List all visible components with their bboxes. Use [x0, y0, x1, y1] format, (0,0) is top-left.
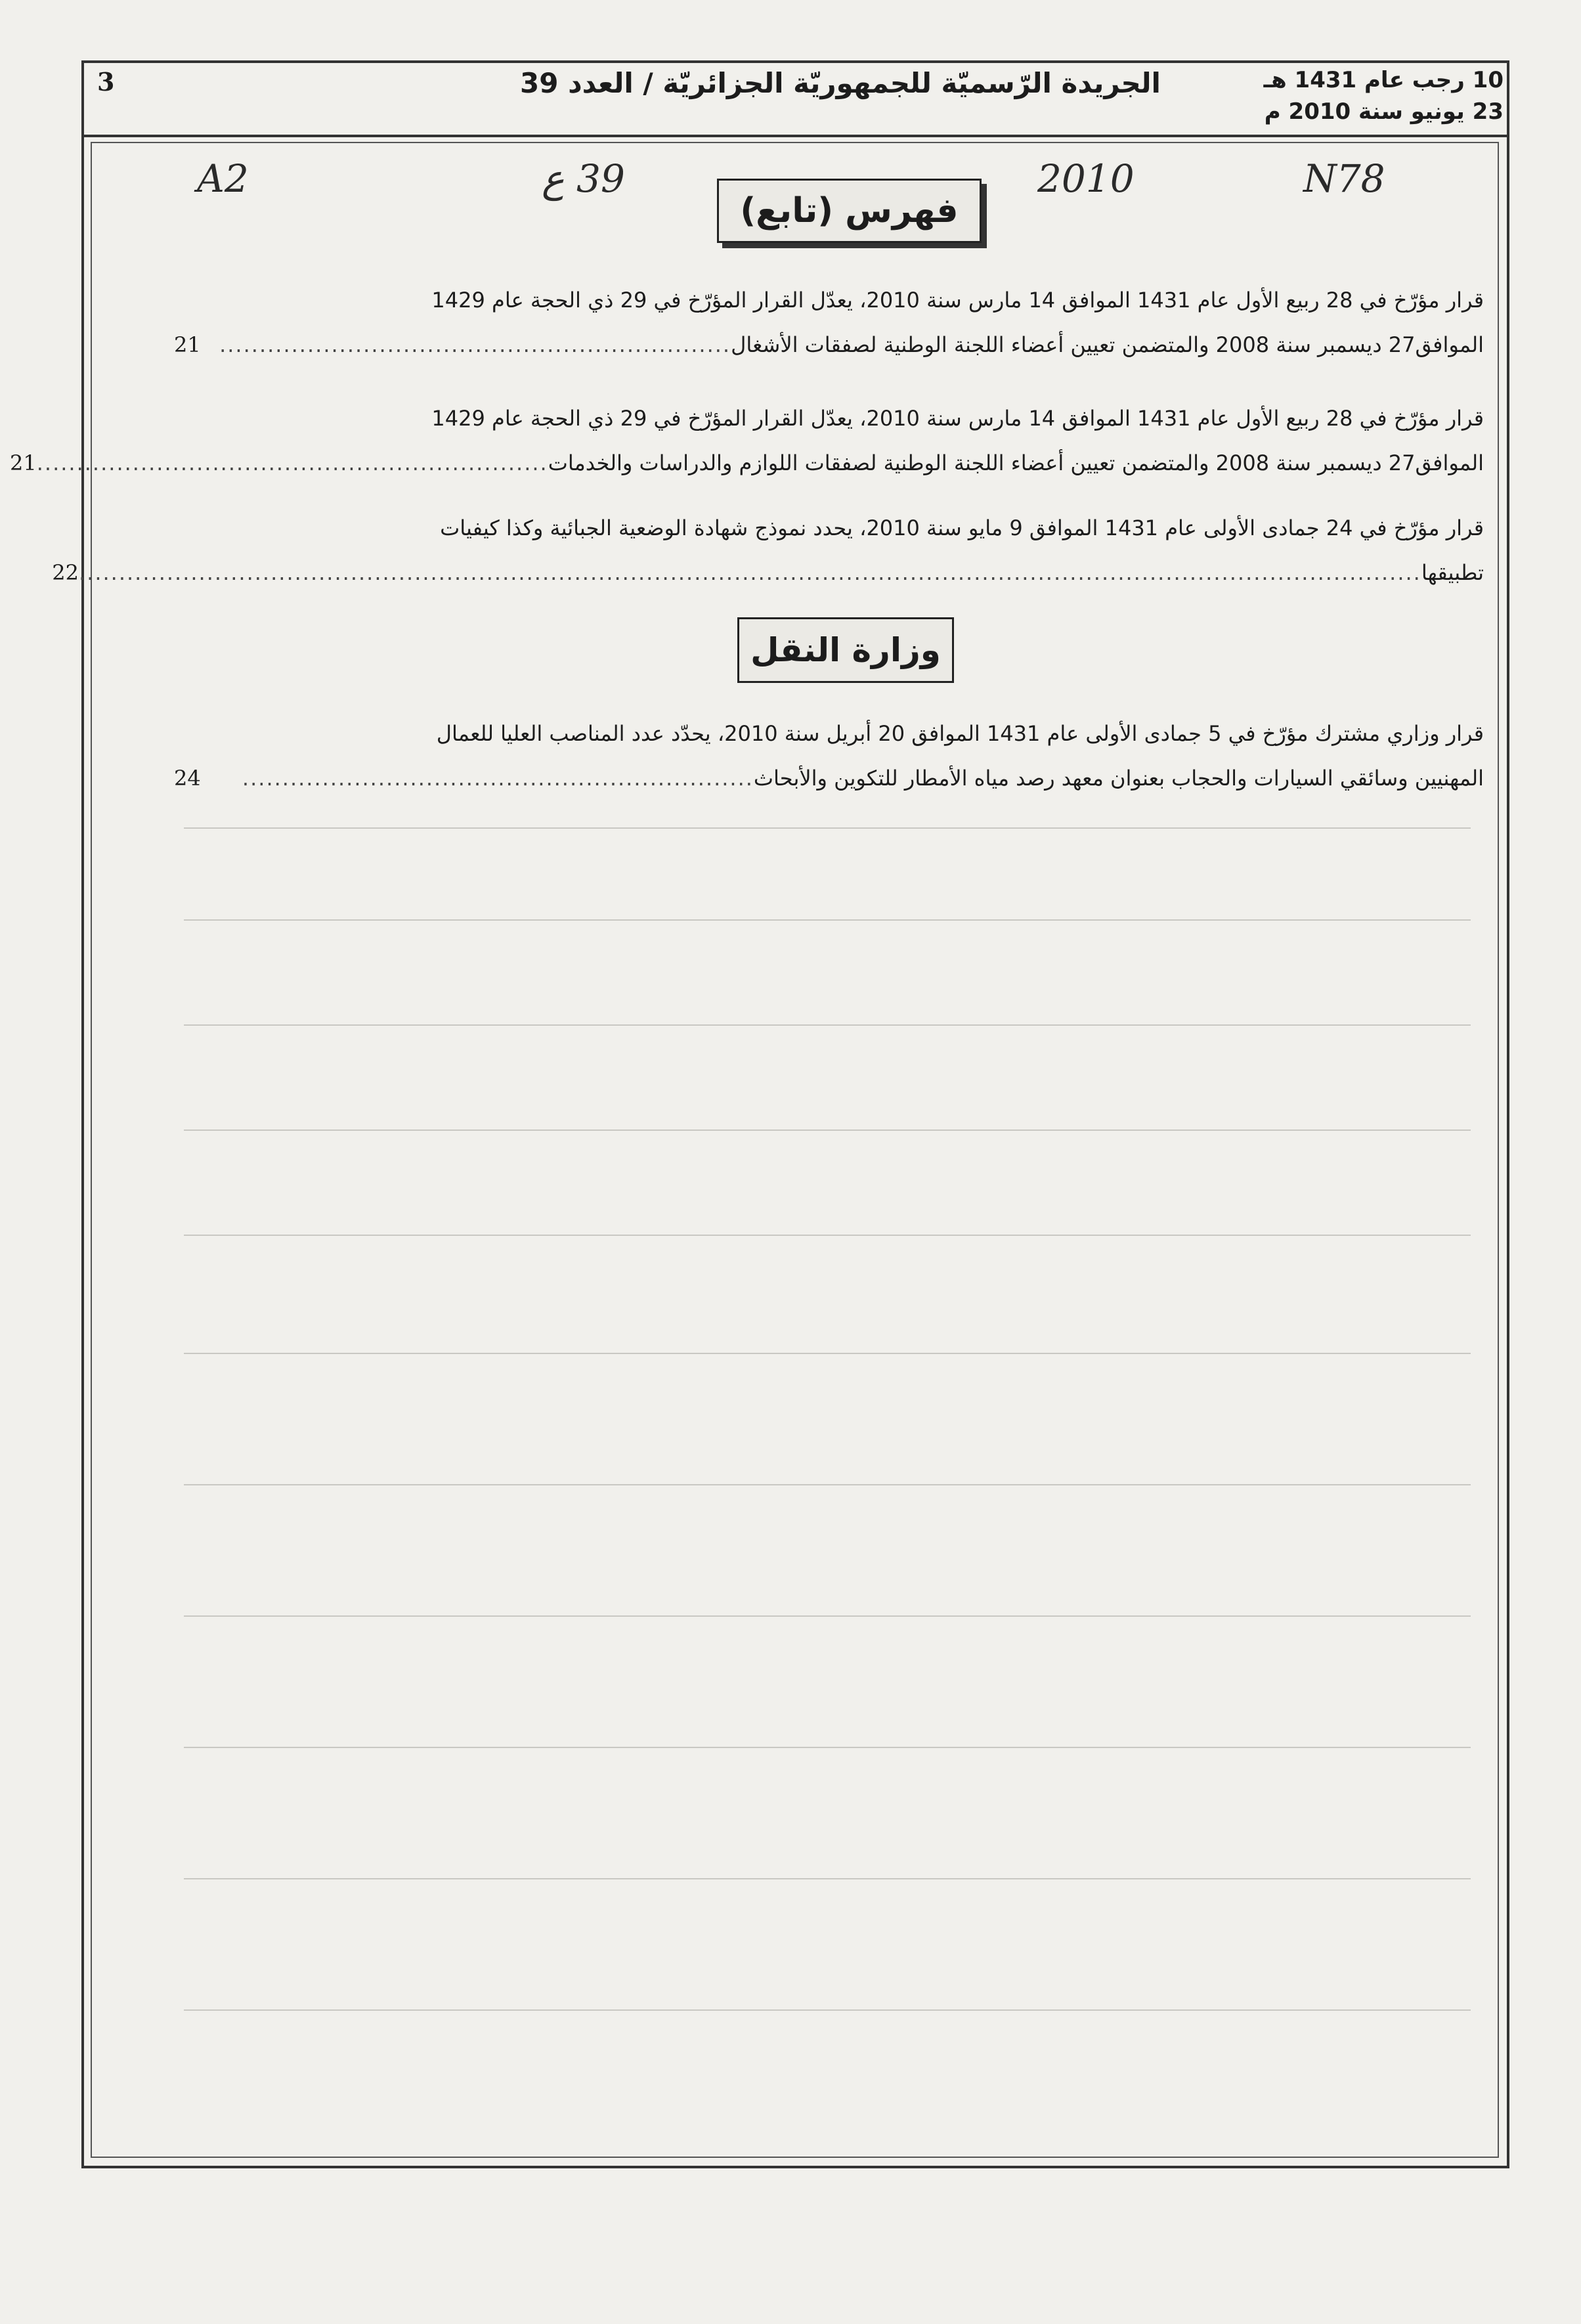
bleed-through-line	[184, 1024, 1471, 1026]
handwritten-code: N78	[1303, 156, 1385, 201]
bleed-through-line	[184, 1615, 1471, 1617]
ministry-of-transport-title: وزارة النقل	[737, 617, 954, 683]
bleed-through-line	[184, 1747, 1471, 1748]
handwritten-a2: A2	[197, 156, 249, 201]
date-gregorian: 23 يونيو سنة 2010 م	[1264, 99, 1504, 125]
handwritten-issue: 39 ع	[542, 156, 625, 201]
page-ref: 21	[10, 450, 37, 475]
index-continued-title: فهرس (تابع)	[717, 179, 982, 243]
entry-text: تطبيقها	[1421, 560, 1484, 585]
bleed-through-line	[184, 1353, 1471, 1354]
index-entry	[10, 396, 1484, 485]
bleed-through-line	[184, 1235, 1471, 1236]
bleed-through-line	[184, 1878, 1471, 1879]
entry-line-last	[174, 756, 1484, 800]
entry-line: قرار مؤرّخ في 28 ربيع الأول عام 1431 الموافق 14 مارس سنة 2010، يعدّل القرار المؤرّخ في 29 ذي الحجة عام 1429	[431, 288, 1484, 313]
leader-dots: ................................................................	[242, 766, 754, 791]
date-hijri: 10 رجب عام 1431 هـ	[1263, 67, 1504, 93]
index-entry	[174, 711, 1484, 800]
bleed-through-line	[184, 827, 1471, 829]
bleed-through-line	[184, 1484, 1471, 1485]
header-rule	[81, 135, 1509, 137]
page-ref: 24	[174, 766, 201, 791]
leader-dots: ................................................................	[219, 332, 731, 357]
entry-line-last	[52, 550, 1484, 595]
journal-title: الجريدة الرّسميّة للجمهوريّة الجزائريّة / العدد 39	[520, 67, 1161, 99]
entry-text: الموافق27 ديسمبر سنة 2008 والمتضمن تعيين أعضاء اللجنة الوطنية لصفقات اللوازم والدراسات والخدمات	[548, 450, 1484, 475]
entry-line-last	[174, 322, 1484, 367]
leader-dots: ........................................................................................................................................................................	[78, 560, 1421, 585]
page-number: 3	[97, 67, 115, 97]
leader-dots: ................................................................	[36, 450, 548, 475]
entry-line: قرار وزاري مشترك مؤرّخ في 5 جمادى الأولى عام 1431 الموافق 20 أبريل سنة 2010، يحدّد عدد المناصب العليا للعمال	[436, 721, 1484, 746]
index-entry	[174, 278, 1484, 367]
entry-line-last	[10, 441, 1484, 485]
page-ref: 22	[52, 560, 79, 585]
bleed-through-line	[184, 1129, 1471, 1131]
page-ref: 21	[174, 332, 201, 357]
bleed-through-line	[184, 919, 1471, 921]
entry-text: الموافق27 ديسمبر سنة 2008 والمتضمن تعيين أعضاء اللجنة الوطنية لصفقات الأشغال	[731, 332, 1484, 357]
bleed-through-line	[184, 2009, 1471, 2011]
handwritten-year: 2010	[1037, 156, 1135, 201]
entry-line: قرار مؤرّخ في 28 ربيع الأول عام 1431 الموافق 14 مارس سنة 2010، يعدّل القرار المؤرّخ في 29 ذي الحجة عام 1429	[431, 406, 1484, 431]
entry-line: قرار مؤرّخ في 24 جمادى الأولى عام 1431 الموافق 9 مايو سنة 2010، يحدد نموذج شهادة الوضعية الجبائية وكذا كيفيات	[440, 515, 1484, 540]
index-entry	[52, 506, 1484, 595]
entry-text: المهنيين وسائقي السيارات والحجاب بعنوان معهد رصد مياه الأمطار للتكوين والأبحاث	[753, 766, 1484, 791]
